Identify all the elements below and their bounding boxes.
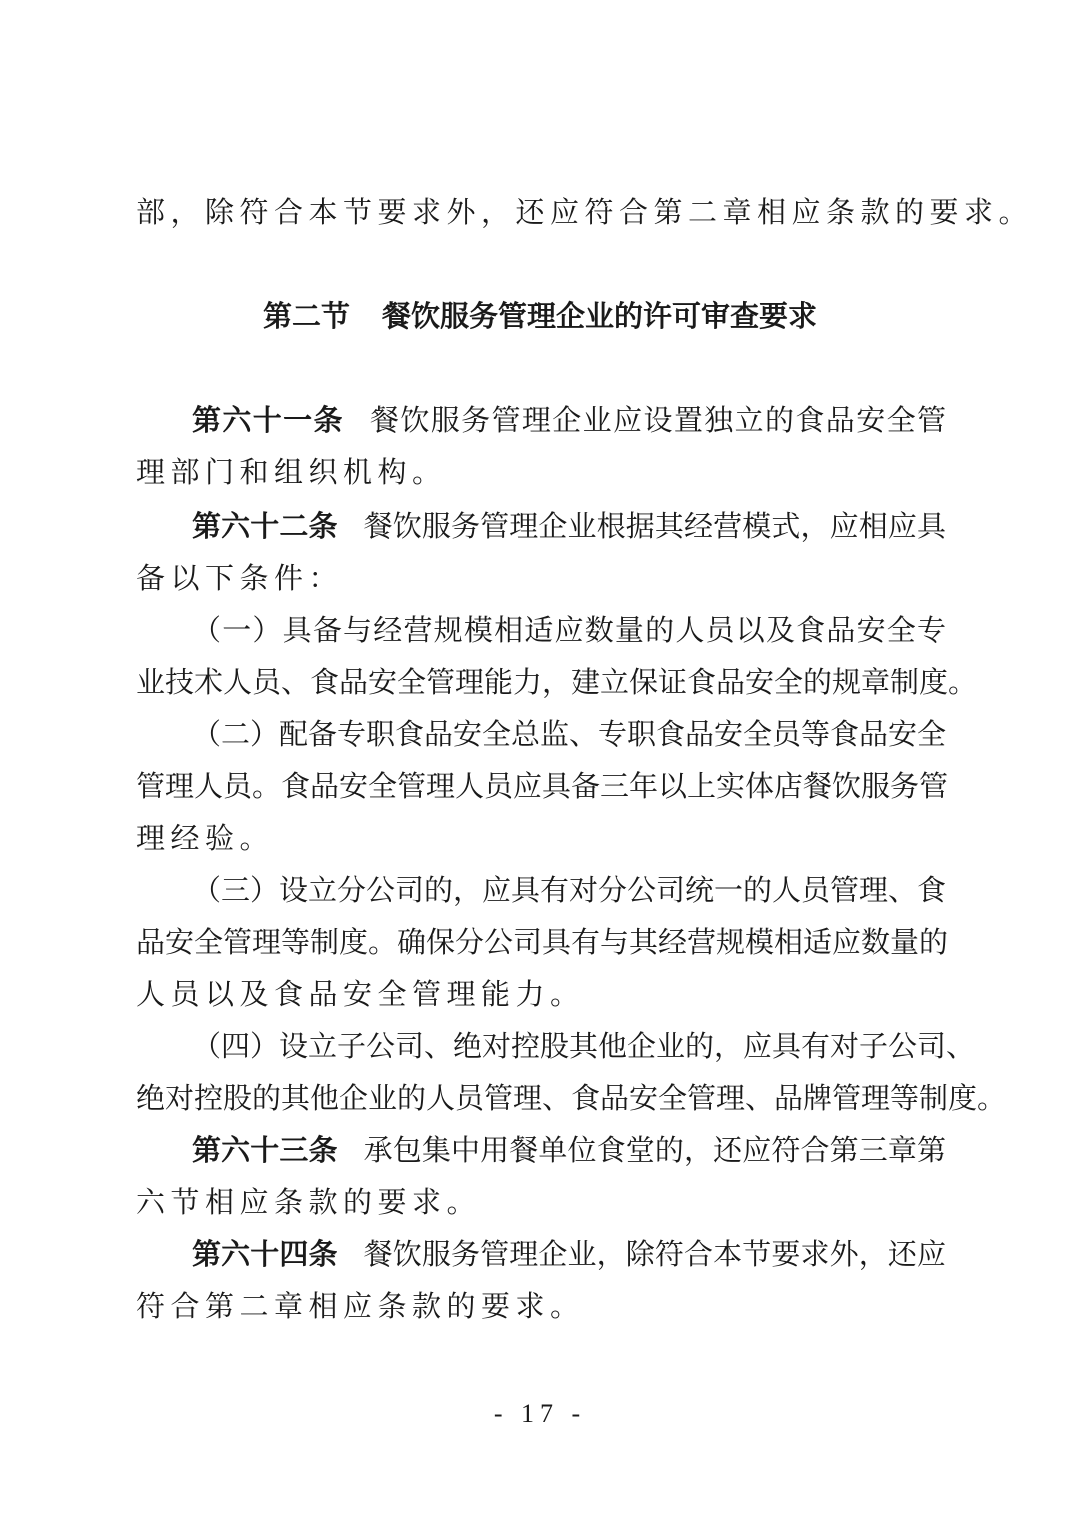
item-2-line-1: （二）配备专职食品安全总监、专职食品安全员等食品安全: [192, 717, 947, 751]
article-61-text-1: 餐饮服务管理企业应设置独立的食品安全管: [369, 403, 946, 437]
item-3-line-3: 人员以及食品安全管理能力。: [136, 977, 585, 1011]
item-2-line-3: 理经验。: [136, 821, 275, 855]
article-62-line-1: [192, 500, 946, 552]
article-63-text-1: 承包集中用餐单位食堂的，还应符合第三章第: [363, 1133, 946, 1167]
article-63-line-1: [192, 1124, 946, 1176]
section-title: 餐饮服务管理企业的许可审查要求: [382, 299, 818, 333]
item-1-line-1: （一）具备与经营规模相适应数量的人员以及食品安全专: [192, 613, 946, 647]
article-64-label: 第六十四条: [192, 1237, 338, 1271]
item-3-line-1: （三）设立分公司的，应具有对分公司统一的人员管理、食: [192, 873, 947, 907]
item-3-line-2: 品安全管理等制度。确保分公司具有与其经营规模相适应数量的: [136, 925, 949, 959]
item-1-line-2: 业技术人员、食品安全管理能力，建立保证食品安全的规章制度。: [136, 665, 978, 699]
article-61-line-1: [192, 394, 946, 446]
section-heading: [0, 290, 1080, 342]
article-64-text-1: 餐饮服务管理企业，除符合本节要求外，还应: [363, 1237, 946, 1271]
continuation-line: 部，除符合本节要求外，还应符合第二章相应条款的要求。: [136, 195, 1034, 229]
article-64-line-2: 符合第二章相应条款的要求。: [136, 1289, 585, 1323]
page-number: - 17 -: [493, 1399, 587, 1428]
article-62-label: 第六十二条: [192, 509, 338, 543]
article-61-label: 第六十一条: [192, 403, 344, 437]
article-64-line-1: [192, 1228, 946, 1280]
article-62-text-1: 餐饮服务管理企业根据其经营模式，应相应具: [363, 509, 946, 543]
article-62-line-2: 备以下条件：: [136, 561, 344, 595]
item-4-line-2: 绝对控股的其他企业的人员管理、食品安全管理、品牌管理等制度。: [136, 1081, 1007, 1115]
section-number: 第二节: [262, 299, 350, 333]
item-2-line-2: 管理人员。食品安全管理人员应具备三年以上实体店餐饮服务管: [136, 769, 949, 803]
item-4-line-1: （四）设立子公司、绝对控股其他企业的，应具有对子公司、: [192, 1029, 976, 1063]
article-63-line-2: 六节相应条款的要求。: [136, 1185, 482, 1219]
article-63-label: 第六十三条: [192, 1133, 338, 1167]
article-61-line-2: 理部门和组织机构。: [136, 455, 447, 489]
